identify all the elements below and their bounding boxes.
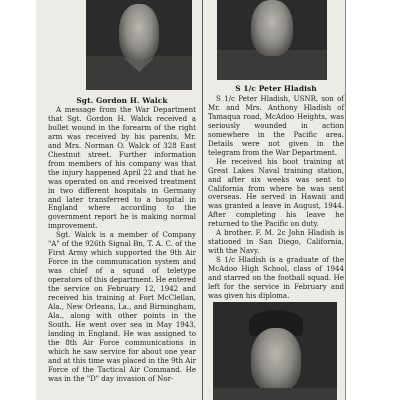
walck-face xyxy=(119,4,159,62)
walck-portrait-photo xyxy=(86,0,192,90)
hladish-paragraph-4: S 1/c Hladish is a graduate of the McAdoo High School, class of 1944 and starred on the football squad. He left for the service in February and was given his diploma. xyxy=(208,255,344,300)
third-soldier-face xyxy=(251,328,301,392)
hladish-paragraph-2: He received his boot training at Great Lakes Naval training station, and after six weeks was sent to California from where he was sent overseas. He served in Hawaii and was granted a leave in August, 1944. After completing his leave he returned to the Pacific on duty. xyxy=(208,156,344,229)
third-soldier-photo xyxy=(213,302,337,400)
column-divider xyxy=(202,0,203,400)
walck-caption: Sgt. Gordon H. Walck xyxy=(76,96,168,105)
walck-article xyxy=(48,106,196,384)
right-margin xyxy=(346,0,400,400)
hladish-article xyxy=(208,95,344,301)
hladish-portrait-photo xyxy=(217,0,327,80)
hladish-caption: S 1/c Peter Hladish xyxy=(235,84,317,93)
page-edge-rule xyxy=(345,0,346,400)
walck-paragraph-1: A message from the War Department that Sgt. Gordon H. Walck received a bullet wound in the forearm of the right arm was received by his parents, Mr. and Mrs. Norman O. Walck of 328 East Chestnut street. Further information from members of his company was that the injury happened April 22 and that he was operated on and received treatment in two different hospitals in Germany and later transferred to a hospital in England where according to the government report he is making normal improvement. xyxy=(48,105,196,231)
third-soldier-uniform xyxy=(213,388,337,400)
hladish-paragraph-1: S 1/c Peter Hladish, USNR, son of Mr. and Mrs. Anthony Hladish of Tamaqua road, McAdoo Heights, was seriously wounded in action somewhere in the Pacific area. Details were not given in the telegram from the War Department. xyxy=(208,94,344,157)
walck-paragraph-2: Sgt. Walck is a member of Company "A" of the 926th Signal Bn, T. A. C. of the First Army which supported the 9th Air Force in the communication system and was chief of a squad of teletype operators of this department. He entered the service on February 12, 1942 and received his training at Fort McClellan, Ala., New Orleans, La., and Birmingham, Ala., along with other points in the South. He went over sea in May 1943, landing in England. He was assigned to the 8th Air Force communications in which he saw service for about one year and at this time was placed in the 9th Air Force of the Tactical Air Command. He was in the "D" day invasion of Nor- xyxy=(48,230,196,383)
hladish-face xyxy=(251,0,293,56)
hladish-paragraph-3: A brother, F. M. 2c John Hladish is stationed in San Diego, California, with the Navy. xyxy=(208,228,344,256)
